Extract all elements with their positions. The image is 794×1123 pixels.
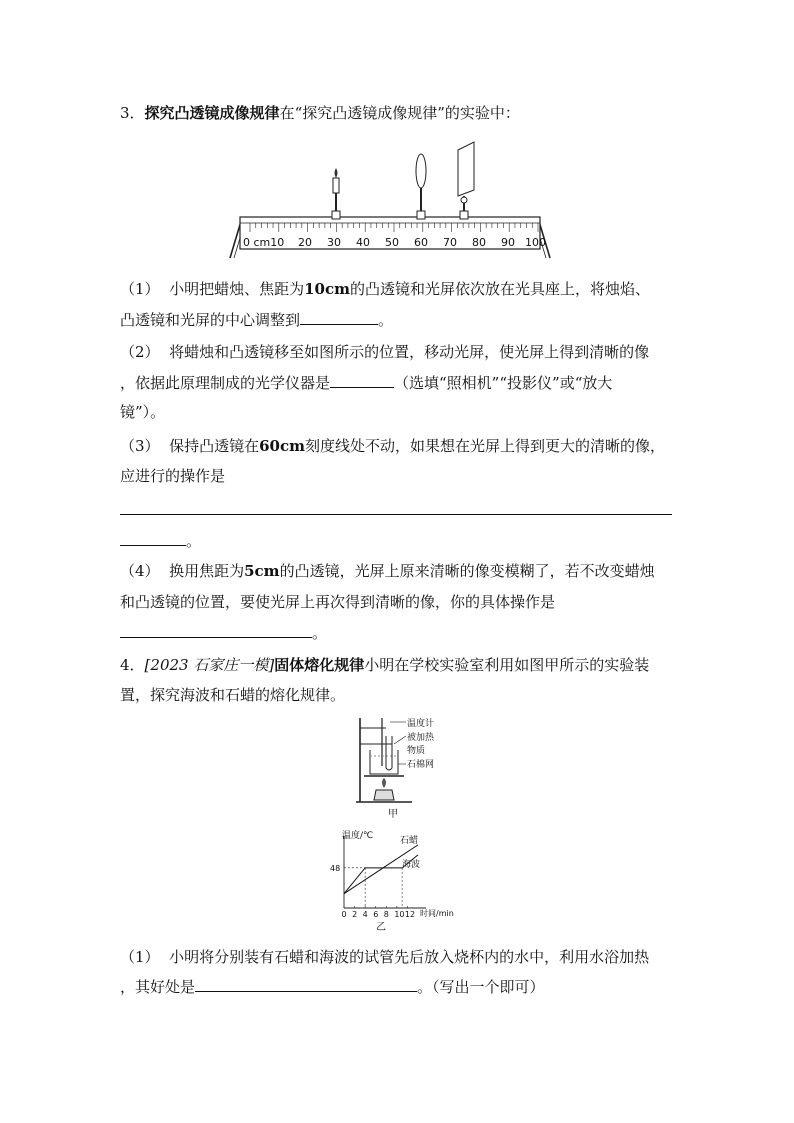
q4-part1-text-c: 。（写出一个即可） [417,978,545,996]
heating-apparatus-figure [352,714,442,820]
q3-topic: 探究凸透镜成像规律 [144,104,280,122]
q3-part3-text-b: 刻度线处不动，如果想在光屏上得到更大的清晰的像， [305,437,666,455]
x-tick-label: 4 [362,910,368,919]
q3-part3-text-a: 保持凸透镜在 [169,437,260,455]
bench-label-80: 80 [472,236,486,249]
label-gauze: 石棉网 [407,760,435,770]
q3-part1-text-c: 凸透镜和光屏的中心调整到 [120,311,301,329]
x-axis-label: 时间/min [420,909,454,918]
bench-label-100: 100 [525,236,546,249]
x-tick-label: 12 [404,910,416,919]
q4-part1-line2 [120,976,545,997]
x-tick-label: 2 [352,910,358,919]
caption-yi: 乙 [376,922,386,932]
label-heated-2: 物质 [407,746,426,756]
q3-part2-line2 [120,372,612,393]
q3-part4-text-b: 的凸透镜，光屏上原来清晰的像变模糊了，若不改变蜡烛 [279,562,655,580]
q3-part3-position: 60cm [259,437,305,455]
q4-number: 4． [120,656,145,674]
q3-part1-line2 [120,309,393,330]
bench-label-70: 70 [443,236,457,249]
label-thermometer: 温度计 [407,719,435,729]
q4-intro-b: 置，探究海波和石蜡的熔化规律。 [120,686,346,704]
bench-label-90: 90 [501,236,515,249]
q3-part1-answer-blank[interactable] [300,309,378,325]
q3-part1-text-b: 的凸透镜和光屏依次放在光具座上，将烛焰、 [350,280,651,298]
y-axis-label: 温度/℃ [342,831,374,841]
q3-part1-text-a: 小明把蜡烛、焦距为 [169,280,305,298]
q4-part1-text-a: 小明将分别装有石蜡和海波的试管先后放入烧杯内的水中，利用水浴加热 [169,948,650,966]
bench-label-0: 0 cm10 [243,236,285,249]
y-tick-label: 48 [330,863,341,873]
q3-part2-line1 [120,342,649,362]
q3-part3-line3 [120,530,201,551]
caption-jia: 甲 [388,809,398,820]
light-screen-icon [458,142,474,219]
x-tick-label: 6 [373,910,379,919]
q4-intro-line2 [120,685,345,705]
q3-part2-answer-blank[interactable] [330,372,394,388]
q3-intro: 在“探究凸透镜成像规律”的实验中： [279,104,520,122]
q3-part1-line1 [120,279,650,299]
q3-part4-end: 。 [312,624,328,642]
q3-part3-line1 [120,436,665,456]
q3-part4-answer-blank[interactable] [120,622,312,638]
bench-label-20: 20 [298,236,312,249]
bench-label-50: 50 [385,236,399,249]
q3-part3-text-c: 应进行的操作是 [120,467,226,485]
q3-part3-answer-blank[interactable] [120,530,186,546]
q4-part1-answer-blank[interactable] [195,976,417,992]
candle-icon [332,168,340,219]
x-tick-label: 10 [394,910,405,919]
q4-part1-text-b: ，其好处是 [120,978,196,996]
q3-number: 3． [120,104,145,122]
q3-part4-label: （4） [120,562,160,580]
q3-part4-line2 [120,592,555,612]
q3-part3-line2 [120,466,225,486]
bench-label-60: 60 [414,236,428,249]
q4-part1-label: （1） [120,948,160,966]
q3-part4-text-c: 和凸透镜的位置，要使光屏上再次得到清晰的像，你的具体操作是 [120,593,556,611]
series-label-0: 石蜡 [400,835,419,846]
q3-part4-focal: 5cm [244,562,280,580]
q4-topic: 固体熔化规律 [274,656,365,674]
q3-part2-label: （2） [120,343,160,361]
optical-bench-figure [222,138,557,262]
q4-source: [2023 石家庄一模] [144,656,275,674]
q3-part1-focal: 10cm [304,280,350,298]
q3-part4-line1 [120,561,655,581]
q3-part1-label: （1） [120,280,160,298]
q3-part2-text-a: 将蜡烛和凸透镜移至如图所示的位置，移动光屏，使光屏上得到清晰的像 [169,343,650,361]
series-label-1: 海波 [402,859,421,870]
melting-curve-chart [330,826,470,932]
q4-intro-a: 小明在学校实验室利用如图甲所示的实验装 [364,656,650,674]
q3-heading [120,103,520,123]
x-tick-label: 0 [341,910,347,919]
bench-label-30: 30 [327,236,341,249]
q3-part1-end: 。 [378,311,394,329]
q3-part3-end: 。 [186,532,202,550]
q3-part2-text-b: ，依据此原理制成的光学仪器是 [120,374,331,392]
q3-part2-text-d: 镜”）。 [120,403,166,421]
q3-part4-line3 [120,622,327,643]
x-tick-label: 8 [383,910,389,919]
q4-heading [120,655,649,675]
q3-part2-text-c: （选填“照相机”“投影仪”或“放大 [394,374,613,392]
convex-lens-icon [416,154,426,219]
q3-part3-answer-line[interactable] [120,514,672,515]
q4-part1-line1 [120,947,649,967]
bench-label-40: 40 [356,236,370,249]
q3-part3-label: （3） [120,437,160,455]
q3-part2-line3 [120,402,165,422]
label-heated-1: 被加热 [407,733,435,743]
q3-part4-text-a: 换用焦距为 [169,562,245,580]
